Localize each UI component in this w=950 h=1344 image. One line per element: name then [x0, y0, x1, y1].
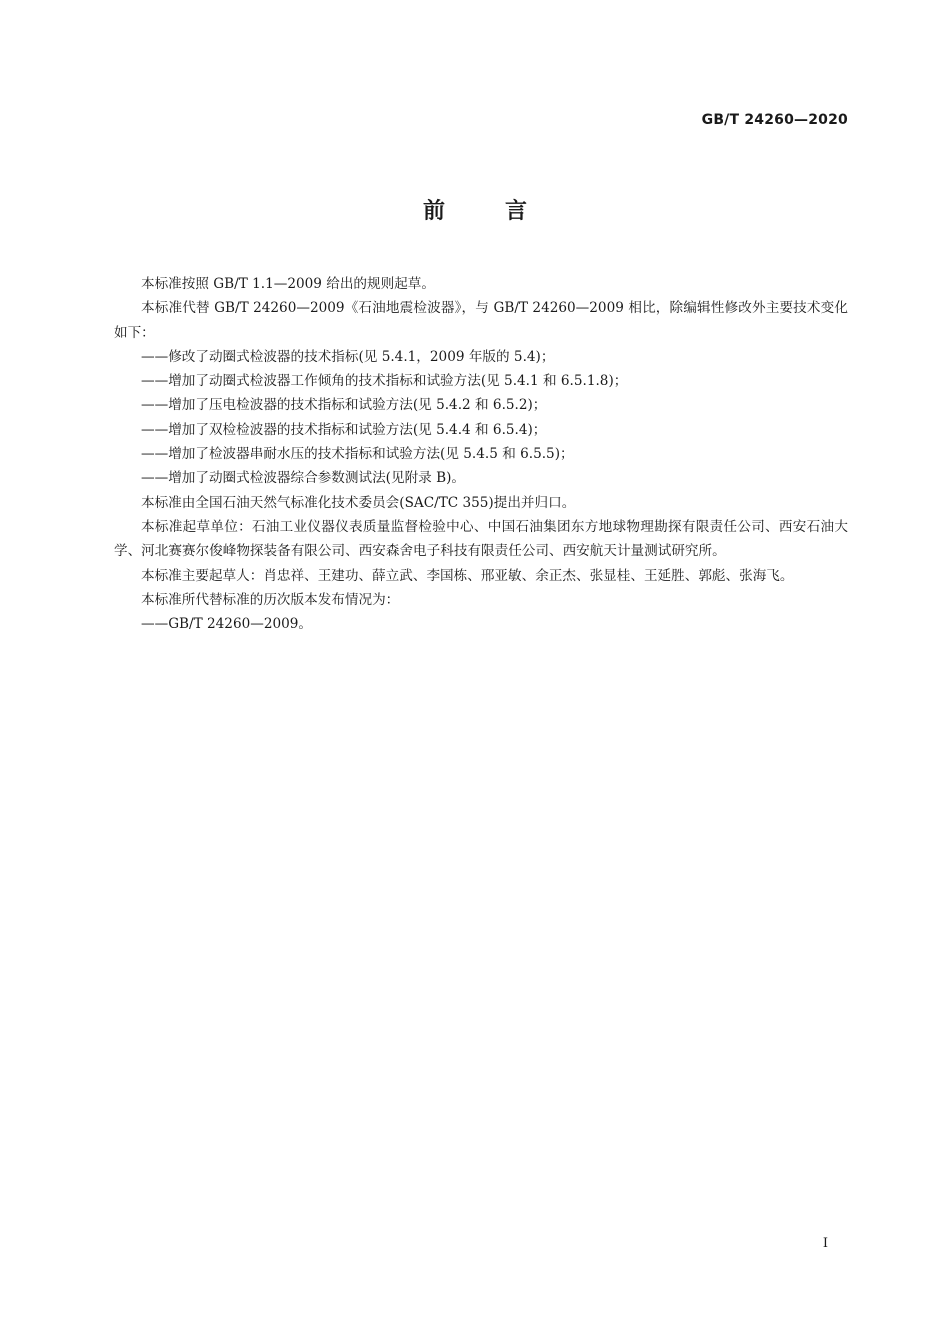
list-item: ——修改了动圈式检波器的技术指标(见 5.4.1，2009 年版的 5.4)； — [141, 348, 555, 365]
standard-number: GB/T 24260—2020 — [701, 112, 848, 128]
paragraph: 本标准起草单位：石油工业仪器仪表质量监督检验中心、中国石油集团东方地球物理勘探有限责任公司、西安石油大学、河北赛赛尔俊峰物探装备有限公司、西安森舍电子科技有限责任公司、西安航天计量测试研究所。 — [114, 518, 848, 560]
page-title: 前言 — [422, 199, 587, 224]
paragraph: 本标准主要起草人：肖忠祥、王建功、薛立武、李国栋、邢亚敏、余正杰、张显桂、王延胜、郭彪、张海飞。 — [141, 567, 794, 584]
page-number: I — [822, 1236, 828, 1251]
paragraph: 本标准所代替标准的历次版本发布情况为： — [141, 591, 400, 608]
paragraph: 本标准代替 GB/T 24260—2009《石油地震检波器》，与 GB/T 24260—2009 相比，除编辑性修改外主要技术变化如下： — [114, 300, 848, 341]
list-item: ——增加了双检检波器的技术指标和试验方法(见 5.4.4 和 6.5.4)； — [141, 421, 547, 438]
list-item: ——增加了动圈式检波器工作倾角的技术指标和试验方法(见 5.4.1 和 6.5.1.8)； — [141, 373, 628, 390]
foreword-body — [114, 272, 848, 636]
list-item: ——增加了检波器串耐水压的技术指标和试验方法(见 5.4.5 和 6.5.5)； — [141, 446, 574, 463]
list-item: ——GB/T 24260—2009。 — [141, 616, 313, 633]
paragraph: 本标准按照 GB/T 1.1—2009 给出的规则起草。 — [141, 276, 435, 292]
list-item: ——增加了动圈式检波器综合参数测试法(见附录 B)。 — [141, 470, 465, 487]
list-item: ——增加了压电检波器的技术指标和试验方法(见 5.4.2 和 6.5.2)； — [141, 397, 547, 414]
paragraph: 本标准由全国石油天然气标准化技术委员会(SAC/TC 355)提出并归口。 — [141, 494, 576, 511]
